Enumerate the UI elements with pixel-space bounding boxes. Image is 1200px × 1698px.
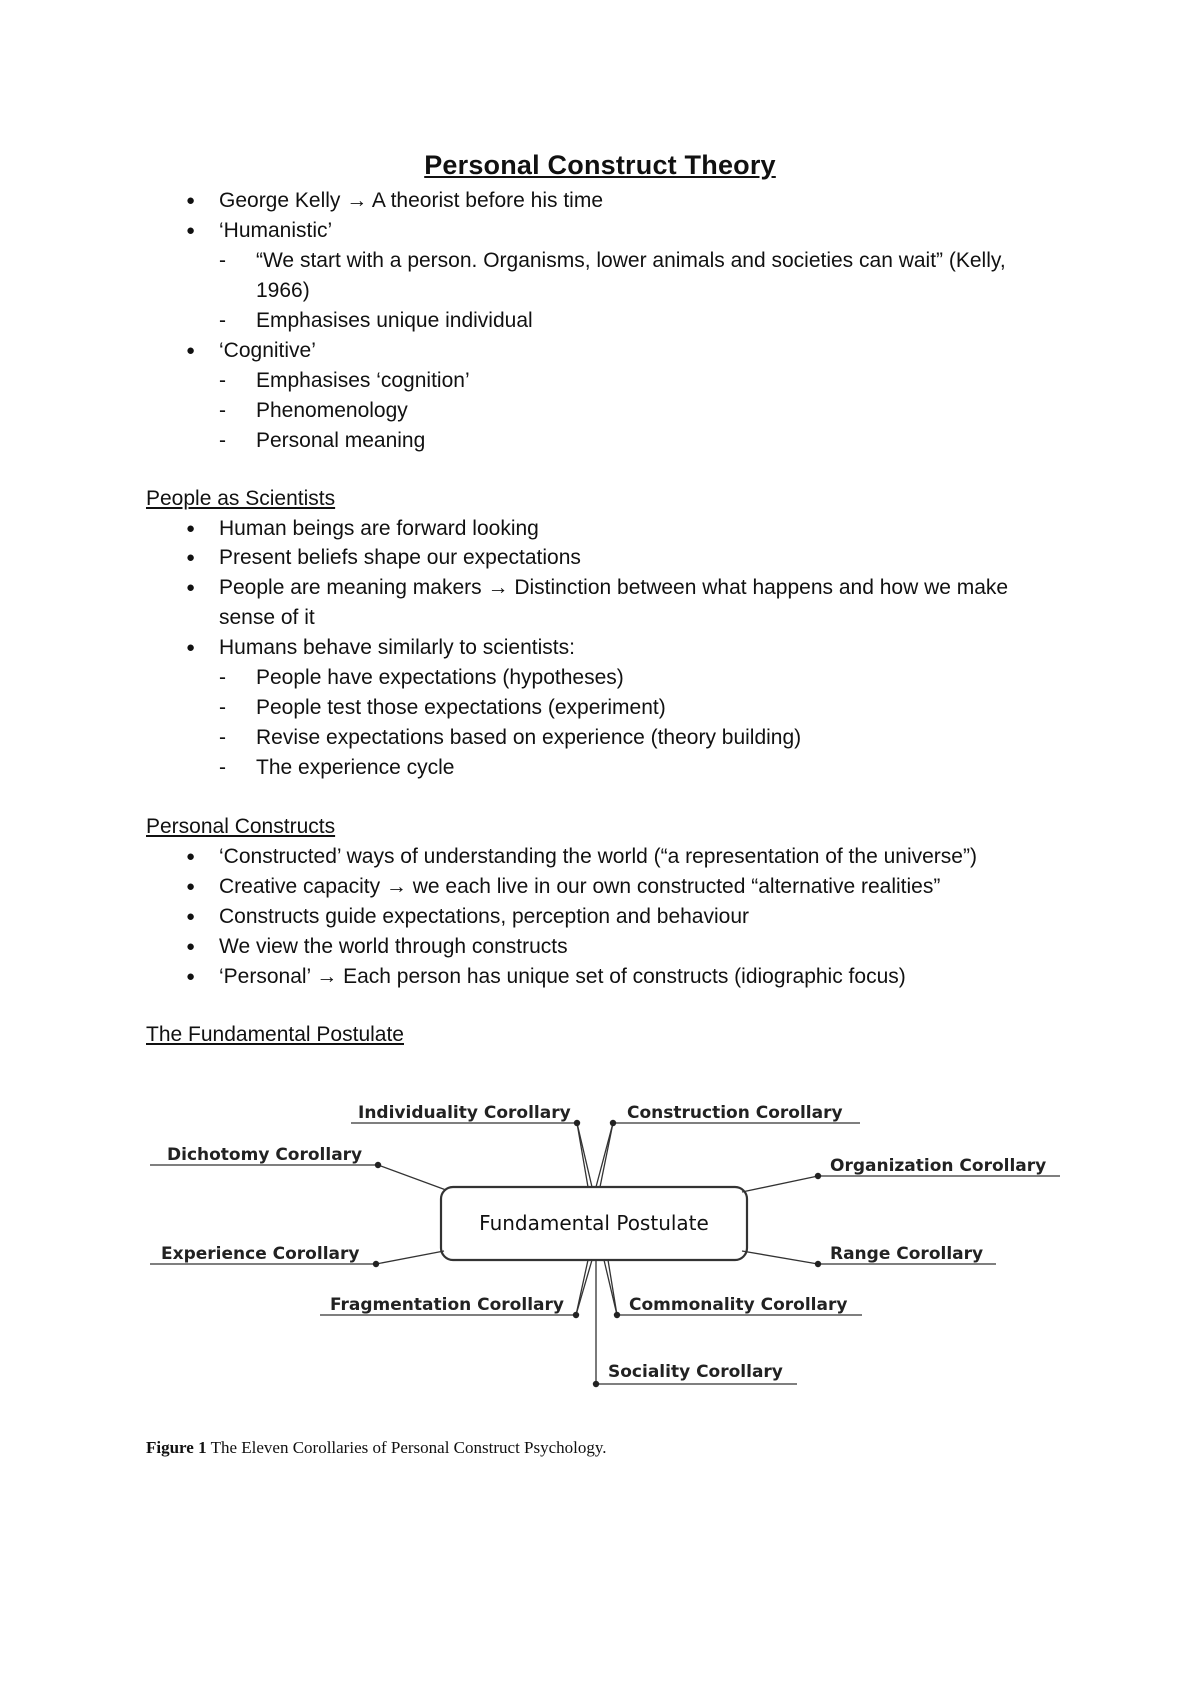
intro-sub: Personal meaning — [256, 429, 426, 452]
figure-caption-label: Figure 1 — [146, 1438, 207, 1457]
scientists-bullet: Humans behave similarly to scientists: — [219, 636, 575, 659]
dash-marker: - — [219, 756, 226, 779]
scientists-bullet: Present beliefs shape our expectations — [219, 546, 581, 569]
sociality-corollary-label: Sociality Corollary — [608, 1362, 783, 1382]
experience-corollary-label: Experience Corollary — [161, 1244, 360, 1264]
constructs-bullet: Creative capacity → we each live in our own constructed “alternative realities” — [219, 875, 941, 898]
bullet-dot: ● — [186, 549, 196, 566]
bullet-dot: ● — [186, 342, 196, 359]
bullet-dot: ● — [186, 968, 196, 985]
dash-marker: - — [219, 249, 226, 272]
individuality-corollary-label: Individuality Corollary — [358, 1103, 571, 1123]
commonality-corollary-label: Commonality Corollary — [629, 1295, 848, 1315]
section-heading-postulate: The Fundamental Postulate — [146, 1023, 404, 1046]
intro-sub: “We start with a person. Organisms, lower animals and societies can wait” (Kelly, — [256, 249, 1006, 272]
dash-marker: - — [219, 696, 226, 719]
dichotomy-corollary-label: Dichotomy Corollary — [167, 1145, 363, 1165]
bullet-dot: ● — [186, 579, 196, 596]
bullet-dot: ● — [186, 222, 196, 239]
bullet-dot: ● — [186, 938, 196, 955]
intro-sub: Emphasises unique individual — [256, 309, 533, 332]
bullet-dot: ● — [186, 848, 196, 865]
intro-sub-continued: 1966) — [256, 279, 310, 302]
construction-corollary-label: Construction Corollary — [627, 1103, 843, 1123]
figure-caption — [146, 1438, 607, 1458]
scientists-sub: Revise expectations based on experience (theory building) — [256, 726, 802, 749]
bullet-dot: ● — [186, 878, 196, 895]
dash-marker: - — [219, 666, 226, 689]
scientists-bullet: People are meaning makers → Distinction between what happens and how we make — [219, 576, 1009, 599]
corollaries-diagram — [0, 1075, 1200, 1405]
intro-bullet: George Kelly → A theorist before his time — [219, 189, 604, 212]
dash-marker: - — [219, 429, 226, 452]
intro-bullet: ‘Cognitive’ — [219, 339, 316, 362]
figure-caption-text: The Eleven Corollaries of Personal Construct Psychology. — [210, 1438, 607, 1457]
dash-marker: - — [219, 726, 226, 749]
scientists-sub: People have expectations (hypotheses) — [256, 666, 624, 689]
diagram-center-label: Fundamental Postulate — [479, 1211, 709, 1235]
dash-marker: - — [219, 369, 226, 392]
constructs-bullet: ‘Constructed’ ways of understanding the world (“a representation of the universe”) — [219, 845, 977, 868]
range-corollary-label: Range Corollary — [830, 1244, 984, 1264]
intro-sub: Phenomenology — [256, 399, 408, 422]
bullet-dot: ● — [186, 639, 196, 656]
fragmentation-corollary-label: Fragmentation Corollary — [330, 1295, 564, 1315]
scientists-sub: The experience cycle — [256, 756, 455, 779]
scientists-bullet-continued: sense of it — [219, 606, 315, 629]
page-title: Personal Construct Theory — [424, 150, 776, 180]
bullet-dot: ● — [186, 908, 196, 925]
organization-corollary-label: Organization Corollary — [830, 1156, 1047, 1176]
bullet-dot: ● — [186, 520, 196, 537]
intro-bullet: ‘Humanistic’ — [219, 219, 333, 242]
section-heading-constructs: Personal Constructs — [146, 815, 336, 838]
dash-marker: - — [219, 309, 226, 332]
intro-sub: Emphasises ‘cognition’ — [256, 369, 470, 392]
scientists-sub: People test those expectations (experiment) — [256, 696, 666, 719]
bullet-dot: ● — [186, 192, 196, 209]
constructs-bullet: Constructs guide expectations, perception and behaviour — [219, 905, 750, 928]
constructs-bullet: ‘Personal’ → Each person has unique set of constructs (idiographic focus) — [219, 965, 906, 988]
dash-marker: - — [219, 399, 226, 422]
section-heading-scientists: People as Scientists — [146, 487, 336, 510]
constructs-bullet: We view the world through constructs — [219, 935, 568, 958]
scientists-bullet: Human beings are forward looking — [219, 517, 539, 540]
